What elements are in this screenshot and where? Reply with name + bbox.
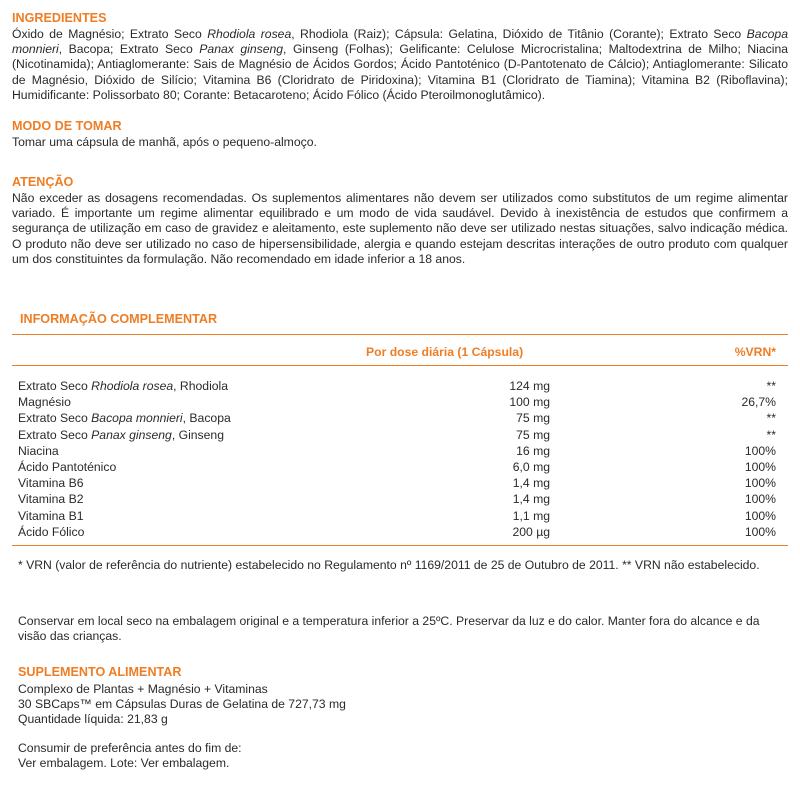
ingredients-segment-italic: Rhodiola rosea	[207, 27, 292, 41]
table-row	[18, 475, 776, 491]
ingredients-segment-italic: Panax ginseng	[199, 42, 284, 57]
nutrient-vrn: 100%	[744, 524, 776, 539]
nutrient-name	[18, 459, 116, 475]
ingredients-segment: , Rhodiola (Raiz); Cápsula: Gelatina, Dióxido de Titânio (Corante); Extrato Seco	[291, 27, 747, 41]
nutrient-name-text: Niacina	[18, 443, 59, 458]
nutrient-vrn: 100%	[744, 443, 776, 458]
nutrient-quantity: 16 mg	[516, 443, 550, 458]
nutrient-name	[18, 491, 84, 507]
table-bottom-divider	[12, 545, 788, 546]
nutrient-quantity: 124 mg	[509, 379, 550, 393]
best-before	[18, 741, 794, 771]
nutrient-name	[18, 410, 231, 426]
nutrient-latin-name: Bacopa monnieri	[91, 411, 183, 426]
table-row	[18, 378, 776, 394]
nutrient-latin-name: Rhodiola rosea	[91, 379, 174, 393]
nutrient-name	[18, 378, 228, 394]
nutrient-vrn: 100%	[744, 459, 776, 474]
table-row	[18, 394, 776, 410]
table-row	[18, 443, 776, 459]
table-row	[18, 524, 776, 540]
nutrient-name-text: Magnésio	[18, 395, 71, 410]
complementary-info-heading: INFORMAÇÃO COMPLEMENTAR	[20, 312, 218, 326]
table-top-divider	[12, 334, 788, 335]
table-row	[18, 459, 776, 475]
nutrient-quantity: 75 mg	[516, 411, 550, 426]
ingredients-text	[12, 27, 788, 103]
ingredients-segment-italic: Bacopa monnieri	[12, 27, 788, 57]
usage-heading: MODO DE TOMAR	[12, 119, 122, 133]
nutrient-name-text: Extrato Seco	[18, 427, 92, 442]
nutrient-name-suffix: , Ginseng	[171, 427, 224, 442]
table-row	[18, 427, 776, 443]
net-quantity: Quantidade líquida: 21,83 g	[18, 712, 168, 727]
vrn-footnote: * VRN (valor de referência do nutriente) estabelecido no Regulamento nº 1169/2011 de 25 de Outubro de 2011. ** VRN não estabelecido.	[18, 558, 760, 572]
best-before-label: Consumir de preferência antes do fim de:	[18, 741, 242, 755]
supplement-details	[18, 682, 794, 728]
supplement-description: Complexo de Plantas + Magnésio + Vitaminas	[18, 682, 268, 696]
nutrient-name	[18, 475, 84, 491]
nutrient-name	[18, 508, 84, 524]
nutrient-vrn: 26,7%	[741, 395, 776, 410]
table-header-divider	[12, 365, 788, 366]
nutrient-quantity: 75 mg	[516, 427, 550, 442]
nutrient-latin-name: Panax ginseng	[91, 427, 172, 442]
warning-heading: ATENÇÃO	[12, 175, 74, 189]
column-header-daily-dose: Por dose diária (1 Cápsula)	[366, 345, 524, 359]
nutrient-name	[18, 427, 224, 443]
table-row	[18, 508, 776, 524]
nutrient-vrn: 100%	[744, 476, 776, 491]
nutrient-quantity: 1,4 mg	[512, 492, 550, 507]
nutrient-vrn: **	[766, 411, 776, 426]
storage-instructions: Conservar em local seco na embalagem original e a temperatura inferior a 25ºC. Preservar da luz e do calor. Manter fora do alcance e da visão das crianças.	[18, 614, 760, 644]
table-row	[18, 491, 776, 507]
nutrient-name-text: Extrato Seco	[18, 379, 92, 393]
nutrient-name-text: Vitamina B6	[18, 476, 84, 491]
nutrient-name	[18, 524, 84, 540]
nutrition-table	[18, 378, 776, 540]
ingredients-segment: , Ginseng (Folhas); Gelificante: Celulose Microcristalina; Maltodextrina de Milho; Niacina (Nicotinamida); Antiaglomerante: Sais de Magnésio de Ácidos Gordos; Ácido Pantoténico (D-Pantotenato de Cálcio); Antiaglomerante: Silicato de Magnésio, Dióxido de Silício; Vitamina B6 (Cloridrato de Piridoxina); Vitamina B1 (Cloridrato de Tiamina); Vitamina B2 (Riboflavina); Humidificante: Polissorbato 80; Corante: Betacaroteno; Ácido Fólico (Ácido Pteroilmonoglutâmico).	[12, 42, 788, 102]
table-row	[18, 410, 776, 426]
nutrient-quantity: 100 mg	[509, 395, 550, 410]
nutrient-vrn: 100%	[744, 508, 776, 523]
nutrient-quantity: 6,0 mg	[512, 459, 550, 474]
warning-text: Não exceder as dosagens recomendadas. Os suplementos alimentares não devem ser utilizados como substitutos de um regime alimentar variado. É importante um regime alimentar equilibrado e um modo de vida saudável. Devido à inexistência de estudos que confirmem a segurança de utilização em caso de gravidez e aleitamento, este suplemento não deve ser utilizado nestas situações, salvo indicação médica. O produto não deve ser utilizado no caso de hipersensibilidade, alergia e quando estejam descritas interações de outro produto com qualquer um dos constituintes da formulação. Não recomendado em idade inferior a 18 anos.	[12, 191, 788, 266]
nutrient-name-suffix: , Bacopa	[182, 411, 231, 426]
ingredients-heading: INGREDIENTES	[12, 11, 107, 25]
nutrient-name	[18, 394, 71, 410]
usage-text: Tomar uma cápsula de manhã, após o pequeno-almoço.	[12, 135, 317, 149]
nutrient-name-suffix: , Rhodiola	[173, 379, 229, 393]
capsule-count: 30 SBCaps™ em Cápsulas Duras de Gelatina de 727,73 mg	[18, 697, 346, 712]
ingredients-segment: , Bacopa; Extrato Seco	[58, 42, 200, 57]
nutrient-name-text: Vitamina B2	[18, 492, 84, 507]
nutrient-quantity: 200 µg	[512, 524, 550, 539]
nutrient-name-text: Ácido Fólico	[18, 524, 85, 539]
nutrient-name	[18, 443, 59, 459]
nutrient-name-text: Vitamina B1	[18, 508, 84, 523]
ingredients-segment: Óxido de Magnésio; Extrato Seco	[12, 27, 208, 41]
nutrient-vrn: **	[766, 379, 776, 393]
column-header-vrn: %VRN*	[734, 345, 776, 359]
batch-info: Ver embalagem. Lote: Ver embalagem.	[18, 756, 230, 771]
nutrient-vrn: 100%	[744, 492, 776, 507]
nutrient-name-text: Ácido Pantoténico	[18, 459, 117, 474]
nutrient-vrn: **	[766, 427, 776, 442]
supplement-heading: SUPLEMENTO ALIMENTAR	[18, 665, 182, 679]
nutrient-name-text: Extrato Seco	[18, 411, 92, 426]
nutrient-quantity: 1,1 mg	[512, 508, 550, 523]
nutrient-quantity: 1,4 mg	[512, 476, 550, 491]
